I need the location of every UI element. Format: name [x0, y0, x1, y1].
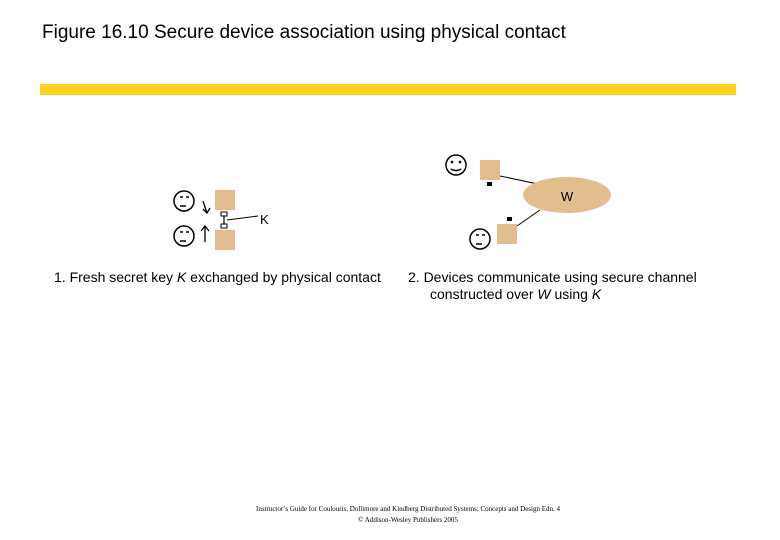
device-right-bottom: [497, 224, 517, 244]
footer-line-1: Instructor’s Guide for Coulouris, Dollimore and Kindberg Distributed Systems: Concepts and Design Edn. 4: [255, 505, 560, 513]
caption-step-1: 1. Fresh secret key K exchanged by physical contact: [54, 269, 381, 285]
device-left-top: [215, 190, 235, 210]
caption-step-2-line-1: 2. Devices communicate using secure channel: [408, 269, 697, 285]
caption-step-2-line-2: constructed over W using K: [430, 286, 602, 302]
link-bottom: [517, 210, 540, 226]
face-icon-right-bottom: [470, 229, 490, 249]
device-right-top: [480, 160, 500, 180]
arrow-up-icon: [201, 226, 209, 242]
network-label: W: [560, 189, 574, 204]
footer-line-2: © Addison-Wesley Publishers 2005: [358, 516, 458, 524]
device-left-bottom: [215, 230, 235, 250]
arrow-down-icon: [203, 201, 210, 213]
device-right-top-port: [487, 182, 492, 186]
face-icon-right-top: [446, 155, 466, 175]
face-icon-left-top: [174, 191, 194, 211]
page-title: Figure 16.10 Secure device association using physical contact: [42, 22, 566, 43]
face-icon-left-bottom: [174, 226, 194, 246]
link-top: [500, 176, 538, 184]
key-label: K: [260, 212, 269, 227]
device-right-bottom-port: [507, 217, 512, 221]
contact-connector: [221, 212, 258, 228]
